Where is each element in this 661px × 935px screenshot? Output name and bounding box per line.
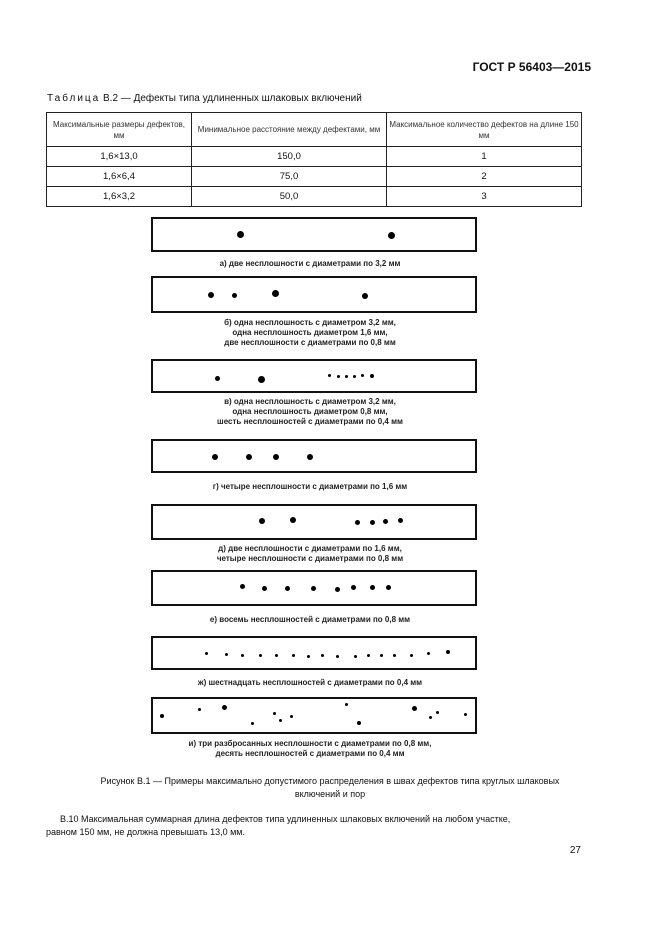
defect-dot <box>335 587 340 592</box>
label-line: четыре несплошности с диаметрами по 0,8 мм <box>216 554 404 563</box>
panel-e-label <box>60 544 560 564</box>
label-line: е) восемь несплошностей с диаметрами по 0,8 мм <box>209 615 411 624</box>
paragraph-line: В.10 Максимальная суммарная длина дефектов типа удлиненных шлаковых включений на любом участке, <box>60 814 511 824</box>
table-row <box>47 167 582 187</box>
table-cell: 75,0 <box>192 167 387 187</box>
defect-dot <box>285 586 290 591</box>
table-cell: 1,6×3,2 <box>47 187 192 207</box>
defect-dot <box>232 293 237 298</box>
label-line: г) четыре несплошности с диаметрами по 1,6 мм <box>212 482 408 491</box>
defect-dot <box>272 290 279 297</box>
defect-dot <box>436 711 439 714</box>
defect-dot <box>429 716 432 719</box>
label-line: две несплошности с диаметрами по 0,8 мм <box>224 338 396 347</box>
col-header-count: Максимальное количество дефектов на длине 150 мм <box>387 113 582 147</box>
panel-g-box <box>151 636 477 670</box>
label-line: и) три разбросанных несплошности с диаметрами по 0,8 мм, <box>188 739 432 748</box>
defect-dot <box>307 655 310 658</box>
defect-dot <box>357 721 361 725</box>
panel-f-box <box>151 570 477 606</box>
defect-dot <box>258 376 265 383</box>
paragraph-b10 <box>46 813 586 839</box>
defect-dot <box>208 292 214 298</box>
panel-c-label <box>60 397 560 427</box>
label-line: одна несплошность диаметром 0,8 мм, <box>232 407 388 416</box>
defect-dot <box>427 652 430 655</box>
defect-dot <box>290 517 296 523</box>
defect-dot <box>412 706 417 711</box>
panel-f-label <box>60 615 560 625</box>
col-header-distance: Минимальное расстояние между дефектами, мм <box>192 113 387 147</box>
label-line: шесть несплошностей с диаметрами по 0,4 мм <box>217 417 403 426</box>
defect-dot <box>367 654 370 657</box>
table-cell: 3 <box>387 187 582 207</box>
table-cell: 1,6×13,0 <box>47 147 192 167</box>
defect-dot <box>215 376 220 381</box>
defect-dot <box>388 232 395 239</box>
table-caption-prefix: Таблица <box>47 93 101 104</box>
label-line: а) две несплошности с диаметрами по 3,2 мм <box>219 259 401 268</box>
table-cell: 150,0 <box>192 147 387 167</box>
table-row <box>47 147 582 167</box>
paragraph-line: равном 150 мм, не должна превышать 13,0 мм. <box>46 827 245 837</box>
panel-g-label <box>60 678 560 688</box>
defect-dot <box>337 375 340 378</box>
table-cell: 2 <box>387 167 582 187</box>
defect-dot <box>370 374 374 378</box>
defect-dot <box>311 586 316 591</box>
defect-dot <box>292 654 295 657</box>
defect-dot <box>345 375 348 378</box>
panel-h-label <box>60 739 560 759</box>
defect-dot <box>386 585 391 590</box>
label-line: б) одна несплошность с диаметром 3,2 мм, <box>224 318 396 327</box>
table-row <box>47 187 582 207</box>
defect-dot <box>273 712 276 715</box>
defect-dot <box>370 520 375 525</box>
defect-dot <box>361 374 364 377</box>
defect-dot <box>275 654 278 657</box>
col-header-size: Максимальные размеры дефектов, мм <box>47 113 192 147</box>
label-line: д) две несплошности с диаметрами по 1,6 мм, <box>218 544 402 553</box>
panel-b-box <box>151 276 477 313</box>
table-caption <box>47 93 362 104</box>
defect-dot <box>251 722 254 725</box>
defect-dot <box>328 374 331 377</box>
panel-c-box <box>151 359 477 393</box>
panel-d-label <box>60 482 560 492</box>
defect-dot <box>205 652 208 655</box>
defect-dot <box>355 520 360 525</box>
defect-dot <box>240 584 245 589</box>
defect-dot <box>336 655 339 658</box>
defect-dot <box>259 518 265 524</box>
panel-a-label <box>60 259 560 269</box>
defect-dot <box>222 705 227 710</box>
panel-e-box <box>151 504 477 540</box>
defect-dot <box>307 454 313 460</box>
panel-h-box <box>151 697 477 734</box>
table-cell: 1,6×6,4 <box>47 167 192 187</box>
label-line: ж) шестнадцать несплошностей с диаметрами по 0,4 мм <box>197 678 423 687</box>
defect-dot <box>398 518 403 523</box>
figure-caption-line: Рисунок В.1 — Примеры максимально допустимого распределения в швах дефектов типа круглых шлаковых <box>100 776 560 786</box>
defect-dot <box>212 454 218 460</box>
defect-dot <box>262 586 267 591</box>
panel-b-label <box>60 318 560 348</box>
label-line: в) одна несплошность с диаметром 3,2 мм, <box>224 397 396 406</box>
defect-dot <box>160 714 164 718</box>
table-cell: 50,0 <box>192 187 387 207</box>
defect-dot <box>225 653 228 656</box>
defect-dot <box>279 719 282 722</box>
defect-dot <box>198 708 201 711</box>
figure-caption <box>60 775 600 801</box>
defect-dot <box>380 654 383 657</box>
defect-dot <box>383 519 388 524</box>
panel-a-box <box>151 217 477 252</box>
table-cell: 1 <box>387 147 582 167</box>
defect-dot <box>237 231 244 238</box>
defect-dot <box>353 375 356 378</box>
defect-dot <box>246 454 252 460</box>
defect-dot <box>393 654 396 657</box>
defect-dot <box>446 650 450 654</box>
defect-dot <box>345 703 348 706</box>
defect-dot <box>370 585 375 590</box>
standard-number: ГОСТ Р 56403—2015 <box>472 60 591 74</box>
defect-dot <box>259 654 262 657</box>
defect-dot <box>354 655 357 658</box>
defects-table <box>46 112 582 207</box>
panel-d-box <box>151 439 477 473</box>
defect-dot <box>464 713 467 716</box>
page-number: 27 <box>569 845 581 856</box>
label-line: десять несплошностей с диаметрами по 0,4 мм <box>215 749 405 758</box>
defect-dot <box>290 715 293 718</box>
defect-dot <box>321 654 324 657</box>
defect-dot <box>362 293 368 299</box>
label-line: одна несплошность диаметром 1,6 мм, <box>232 328 388 337</box>
table-header-row <box>47 113 582 147</box>
figure-caption-line: включений и пор <box>294 789 366 799</box>
defect-dot <box>410 654 413 657</box>
defect-dot <box>273 454 279 460</box>
table-caption-title: В.2 — Дефекты типа удлиненных шлаковых включений <box>100 93 362 104</box>
defect-dot <box>351 585 356 590</box>
defect-dot <box>241 654 244 657</box>
